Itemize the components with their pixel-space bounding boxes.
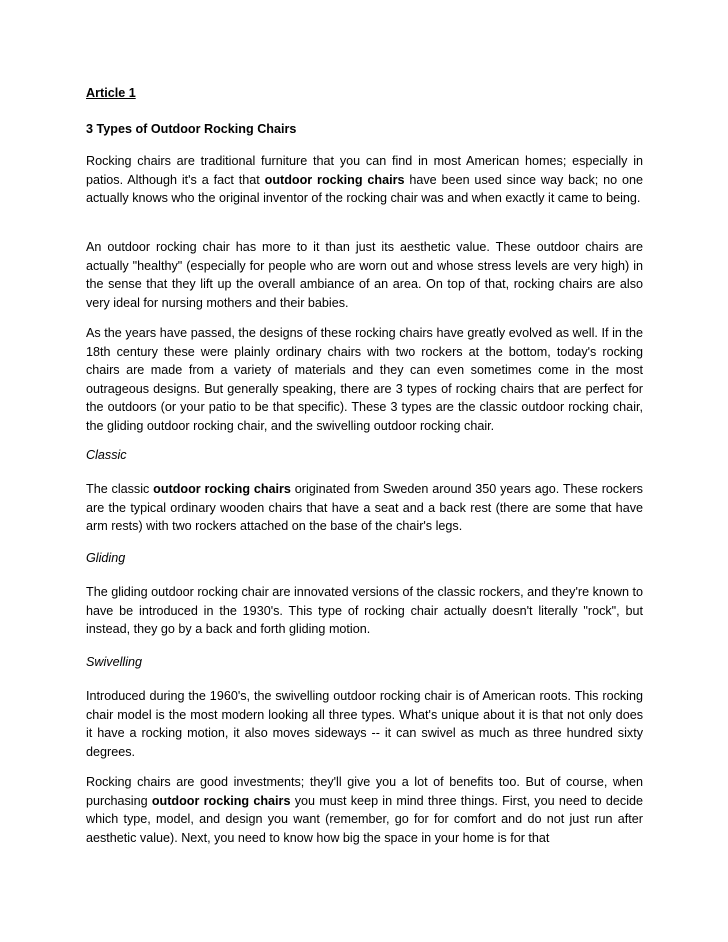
paragraph-text: you must keep in mind three things. First, you need to decide which type, model, and design you want (remember, go for for comfort and do not just run after aesthetic value). Next, you need to know how big the space in your home is for that [86, 793, 643, 845]
subheading-gliding: Gliding [86, 551, 126, 565]
subheading-classic: Classic [86, 448, 127, 462]
paragraph-text: Rocking chairs are good investments; they'll give you a lot of benefits too. But of course, when purchasing [86, 775, 643, 808]
paragraph-text: originated from Sweden around 350 years ago. These rockers are the typical ordinary wooden chairs that have a seat and a back rest (there are some that have arm rests) with two rockers attached on the base of the chair's legs. [86, 482, 643, 533]
article-label: Article 1 [86, 86, 136, 100]
paragraph-text: Rocking chairs are traditional furniture that you can find in most American homes; especially in patios. Although it's a fact that [86, 154, 643, 187]
paragraph-investments [86, 773, 643, 847]
paragraph-classic [86, 480, 643, 536]
article-title: 3 Types of Outdoor Rocking Chairs [86, 122, 297, 136]
paragraph-designs: As the years have passed, the designs of these rocking chairs have greatly evolved as well. If in the 18th century these were plainly ordinary chairs with two rockers at the bottom, today's rocking chairs are made from a variety of materials and they can even sometimes come in the most outrageous designs. But generally speaking, there are 3 types of rocking chairs that are perfect for the outdoors (or your patio to be that specific). These 3 types are the classic outdoor rocking chair, the gliding outdoor rocking chair, and the swivelling outdoor rocking chair. [86, 326, 643, 433]
paragraph-text: The classic [86, 482, 154, 496]
keyword-link-text: outdoor rocking chairs [151, 793, 291, 808]
paragraph-gliding: The gliding outdoor rocking chair are innovated versions of the classic rockers, and they're known to have be introduced in the 1930's. This type of rocking chair actually doesn't literally "rock", but instead, they go by a back and forth gliding motion. [86, 585, 643, 636]
paragraph-text: have been used since way back; no one actually knows who the original inventor of the rocking chair was and when exactly it came to being. [86, 172, 643, 205]
paragraph-intro [86, 152, 643, 208]
keyword-link-text: outdoor rocking chairs [153, 482, 291, 496]
paragraph-swivelling: Introduced during the 1960's, the swivelling outdoor rocking chair is of American roots. This rocking chair model is the most modern looking all three types. What's unique about it is that not only does it have a rocking motion, it also moves sideways -- it can swivel as much as three hundred sixty degrees. [86, 689, 643, 759]
paragraph-aesthetic: An outdoor rocking chair has more to it than just its aesthetic value. These outdoor chairs are actually "healthy" (especially for people who are worn out and whose stress levels are very high) in the sense that they lift up the overall ambiance of an area. On top of that, rocking chairs are also very ideal for nursing mothers and their babies. [86, 240, 643, 310]
subheading-swivelling: Swivelling [86, 655, 142, 669]
keyword-link-text: outdoor rocking chairs [264, 172, 405, 187]
